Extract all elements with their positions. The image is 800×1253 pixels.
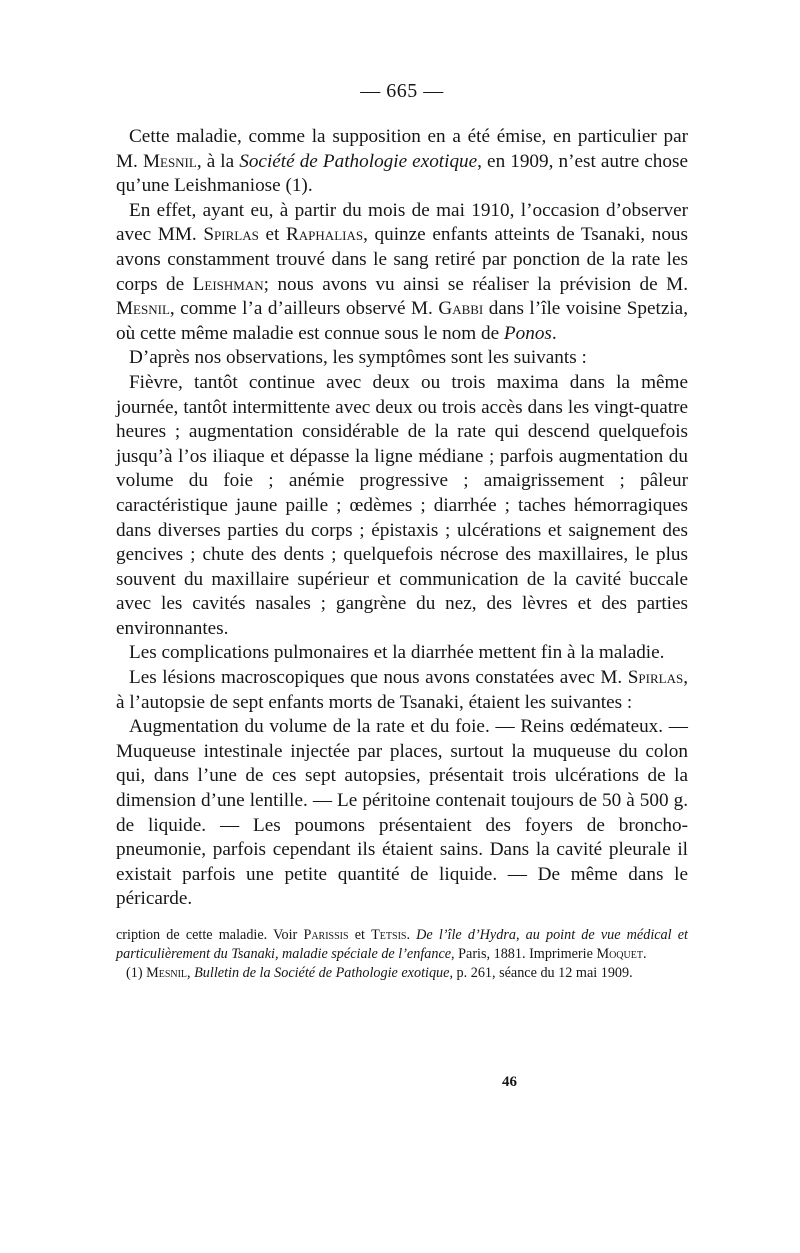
text-span: , à l’autopsie de sept enfants morts de Tsanaki, étaient les suivantes : [116, 667, 688, 713]
paragraph-2 [116, 199, 688, 347]
author-name: Mesnil [142, 150, 197, 172]
footnote-1 [116, 964, 688, 983]
author-name: Raphalias [286, 224, 364, 246]
text-span: , à la [196, 150, 240, 172]
society-name: Société de Pathologie exotique [239, 150, 478, 172]
text-span: et [348, 927, 372, 943]
paragraph-6 [116, 666, 688, 715]
text-span: , en 1909, n’est autre chose qu’une Leishmaniose (1). [116, 150, 688, 197]
text-span: . [551, 322, 557, 344]
footnote-marker: (1) [126, 964, 147, 981]
footnote-continued [116, 926, 688, 964]
paragraph-7: Augmentation du volume de la rate et du foie. — Reins œdémateux. — Muqueuse intestinale injectée par places, surtout la muqueuse du colon qui, dans l’une de ces sept autopsies, présentait trois ulcérations de la dimension d’une lentille. — Le péritoine contenait toujours de 50 à 500 g. de liquide. — Les poumons présentaient des foyers de broncho-pneumonie, parfois cependant ils étaient sains. Dans la cavité pleurale il existait parfois une petite quantité de liquide. — De même dans le péricarde. [116, 716, 688, 910]
paragraph-1 [116, 125, 688, 199]
text-span: , Paris, 1881. Imprimerie [451, 945, 597, 962]
author-name: Mesnil [116, 298, 170, 320]
text-span: . [406, 927, 417, 943]
printer-name: Moquet [596, 945, 643, 962]
book-title: De l’île d’Hydra, au point de vue médical et particulièrement du Tsanaki, maladie spéciale de l’enfance [116, 927, 688, 962]
author-name: Spirlas [627, 667, 684, 689]
author-name: Mesnil [146, 964, 188, 981]
text-span: , quinze enfants atteints de Tsanaki, nous avons constamment trouvé dans le sang retiré par ponction de la rate les corps de [116, 224, 688, 295]
document-page [116, 70, 688, 982]
text-span: , p. 261, séance du 12 mai 1909. [449, 964, 633, 981]
author-name: Tetsis [371, 927, 407, 943]
page-number: — 665 — [360, 80, 444, 102]
journal-title: Bulletin de la Société de Pathologie exotique [194, 964, 450, 981]
author-name: Parissis [303, 927, 349, 943]
signature-mark: 46 [502, 1074, 517, 1090]
author-name: Spirlas [203, 224, 259, 246]
text-span: Cette maladie, comme la supposition en a été émise, en particulier par M. [116, 126, 688, 172]
footnotes [116, 926, 688, 982]
text-span: cription de cette maladie. Voir [116, 927, 304, 943]
text-span: . [642, 945, 647, 962]
text-span: Les lésions macroscopiques que nous avons constatées avec M. [129, 667, 628, 689]
author-name: Leishman [192, 273, 264, 295]
author-name: Gabbi [438, 298, 484, 320]
text-span: ; nous avons vu ainsi se réaliser la prévision de M. [263, 273, 689, 295]
text-span: , comme l’a d’ailleurs observé M. [169, 298, 439, 320]
body-text [116, 125, 688, 912]
paragraph-4: Fièvre, tantôt continue avec deux ou trois maxima dans la même journée, tantôt intermittente avec deux ou trois accès dans les vingt-quatre heures ; augmentation considérable de la rate qui descend quelquefois jusqu’à l’os iliaque et dépasse la ligne médiane ; parfois augmentation du volume du foie ; anémie progressive ; amaigrissement ; pâleur caractéristique jaune paille ; œdèmes ; diarrhée ; taches hémorragiques dans diverses parties du corps ; épistaxis ; ulcérations et saignement des gencives ; chute des dents ; quelquefois nécrose des maxillaires, le plus souvent du maxillaire supérieur et communication de la cavité buccale avec les cavités nasales ; gangrène du nez, des lèvres et des parties environnantes. [116, 371, 688, 639]
text-span: dans l’île voisine Spetzia, où cette même maladie est connue sous le nom de [116, 298, 688, 344]
disease-name: Ponos [503, 322, 552, 344]
text-span: , [187, 964, 195, 981]
text-span: et [258, 224, 286, 246]
paragraph-3: D’après nos observations, les symptômes sont les suivants : [129, 347, 587, 369]
text-span: En effet, ayant eu, à partir du mois de mai 1910, l’occasion d’observer avec MM. [116, 199, 688, 246]
paragraph-5: Les complications pulmonaires et la diarrhée mettent fin à la maladie. [129, 642, 665, 664]
